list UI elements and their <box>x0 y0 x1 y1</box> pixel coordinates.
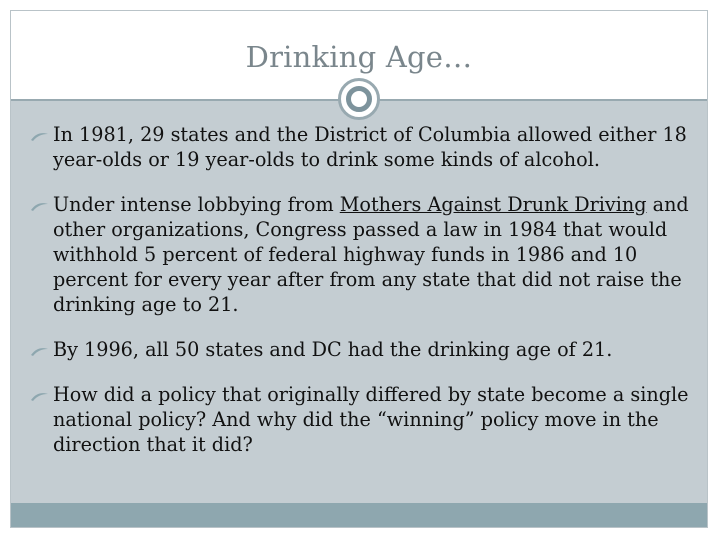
madd-link[interactable]: Mothers Against Drunk Driving <box>339 193 647 216</box>
swoosh-bullet-icon <box>30 347 49 357</box>
bullet-text: By 1996, all 50 states and DC had the drinking age of 21. <box>53 338 613 361</box>
bullet-text-suffix: and other organizations, Congress passed a law in 1984 that would withhold 5 percent of federal highway funds in 1986 and 10 percent for every year after from any state that did not raise the drinking age to 21. <box>53 193 689 316</box>
slide-title: Drinking Age… <box>245 40 473 74</box>
bullet-text-prefix: Under intense lobbying from <box>53 193 340 216</box>
bullet-item <box>30 192 690 317</box>
bullet-item <box>30 122 690 172</box>
swoosh-bullet-icon <box>30 132 49 142</box>
bullet-text: In 1981, 29 states and the District of Columbia allowed either 18 year-olds or 19 year-olds to drink some kinds of alcohol. <box>53 123 687 171</box>
swoosh-bullet-icon <box>30 202 49 212</box>
bullet-text: How did a policy that originally differed by state become a single national policy? And why did the “winning” policy move in the direction that it did? <box>53 383 689 456</box>
bullet-item <box>30 382 690 457</box>
bullet-item <box>30 337 690 362</box>
swoosh-bullet-icon <box>30 392 49 402</box>
footer-bar <box>11 503 707 527</box>
bullet-list <box>30 122 690 477</box>
ring-ornament-icon <box>338 78 380 120</box>
